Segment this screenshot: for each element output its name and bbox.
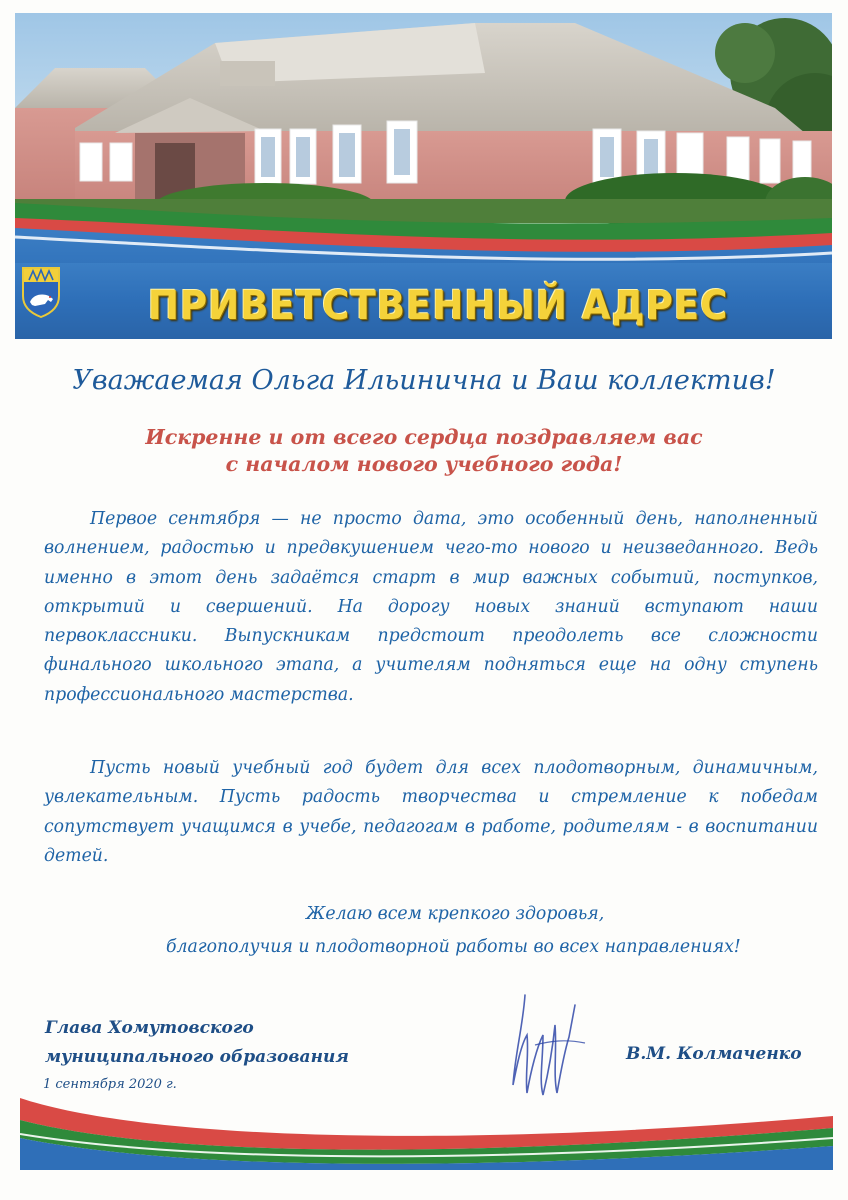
congratulation-line-1: Искренне и от всего сердца поздравляем вас	[145, 425, 703, 449]
wish-line-1: Желаю всем крепкого здоровья,	[306, 904, 605, 924]
header-banner	[15, 13, 832, 339]
closing-wishes	[120, 898, 848, 964]
body-paragraph-1: Первое сентября — не просто дата, это особенный день, наполненный волнением, радостью и предвкушением чего-то нового и неизведанного. Ведь именно в этот день задаётся старт в мир важных событий, поступков, открытий и свершений. На дорогу новых знаний вступают наши первоклассники. Выпускникам предстоит преодолеть все сложности финального школьного этапа, а учителям подняться еще на одну ступень профессионального мастерства.	[44, 509, 818, 705]
handwritten-signature	[495, 975, 605, 1105]
signer-position-line-1: Глава Хомутовского	[45, 1018, 254, 1038]
salutation: Уважаемая Ольга Ильинична и Ваш коллектив!	[72, 365, 776, 396]
signer-name: В.М. Колмаченко	[626, 1044, 802, 1064]
body-paragraph-2: Пусть новый учебный год будет для всех плодотворным, динамичным, увлекательным. Пусть радость творчества и стремление к победам сопутствует учащимся в учебе, педагогам в работе, родителям - в воспитании детей.	[44, 758, 818, 866]
letter-date: 1 сентября 2020 г.	[43, 1077, 177, 1092]
coat-of-arms-icon	[21, 266, 61, 318]
congratulation-line-2: с началом нового учебного года!	[225, 452, 623, 476]
footer-swoosh	[20, 1098, 833, 1170]
signer-position-line-2: муниципального образования	[45, 1047, 349, 1067]
congratulation-heading	[120, 424, 728, 478]
banner-title	[15, 271, 832, 339]
banner-title-text: ПРИВЕТСТВЕННЫЙ АДРЕС	[148, 283, 729, 329]
wish-line-2: благополучия и плодотворной работы во всех направлениях!	[166, 937, 741, 957]
signer-position	[45, 1014, 349, 1072]
